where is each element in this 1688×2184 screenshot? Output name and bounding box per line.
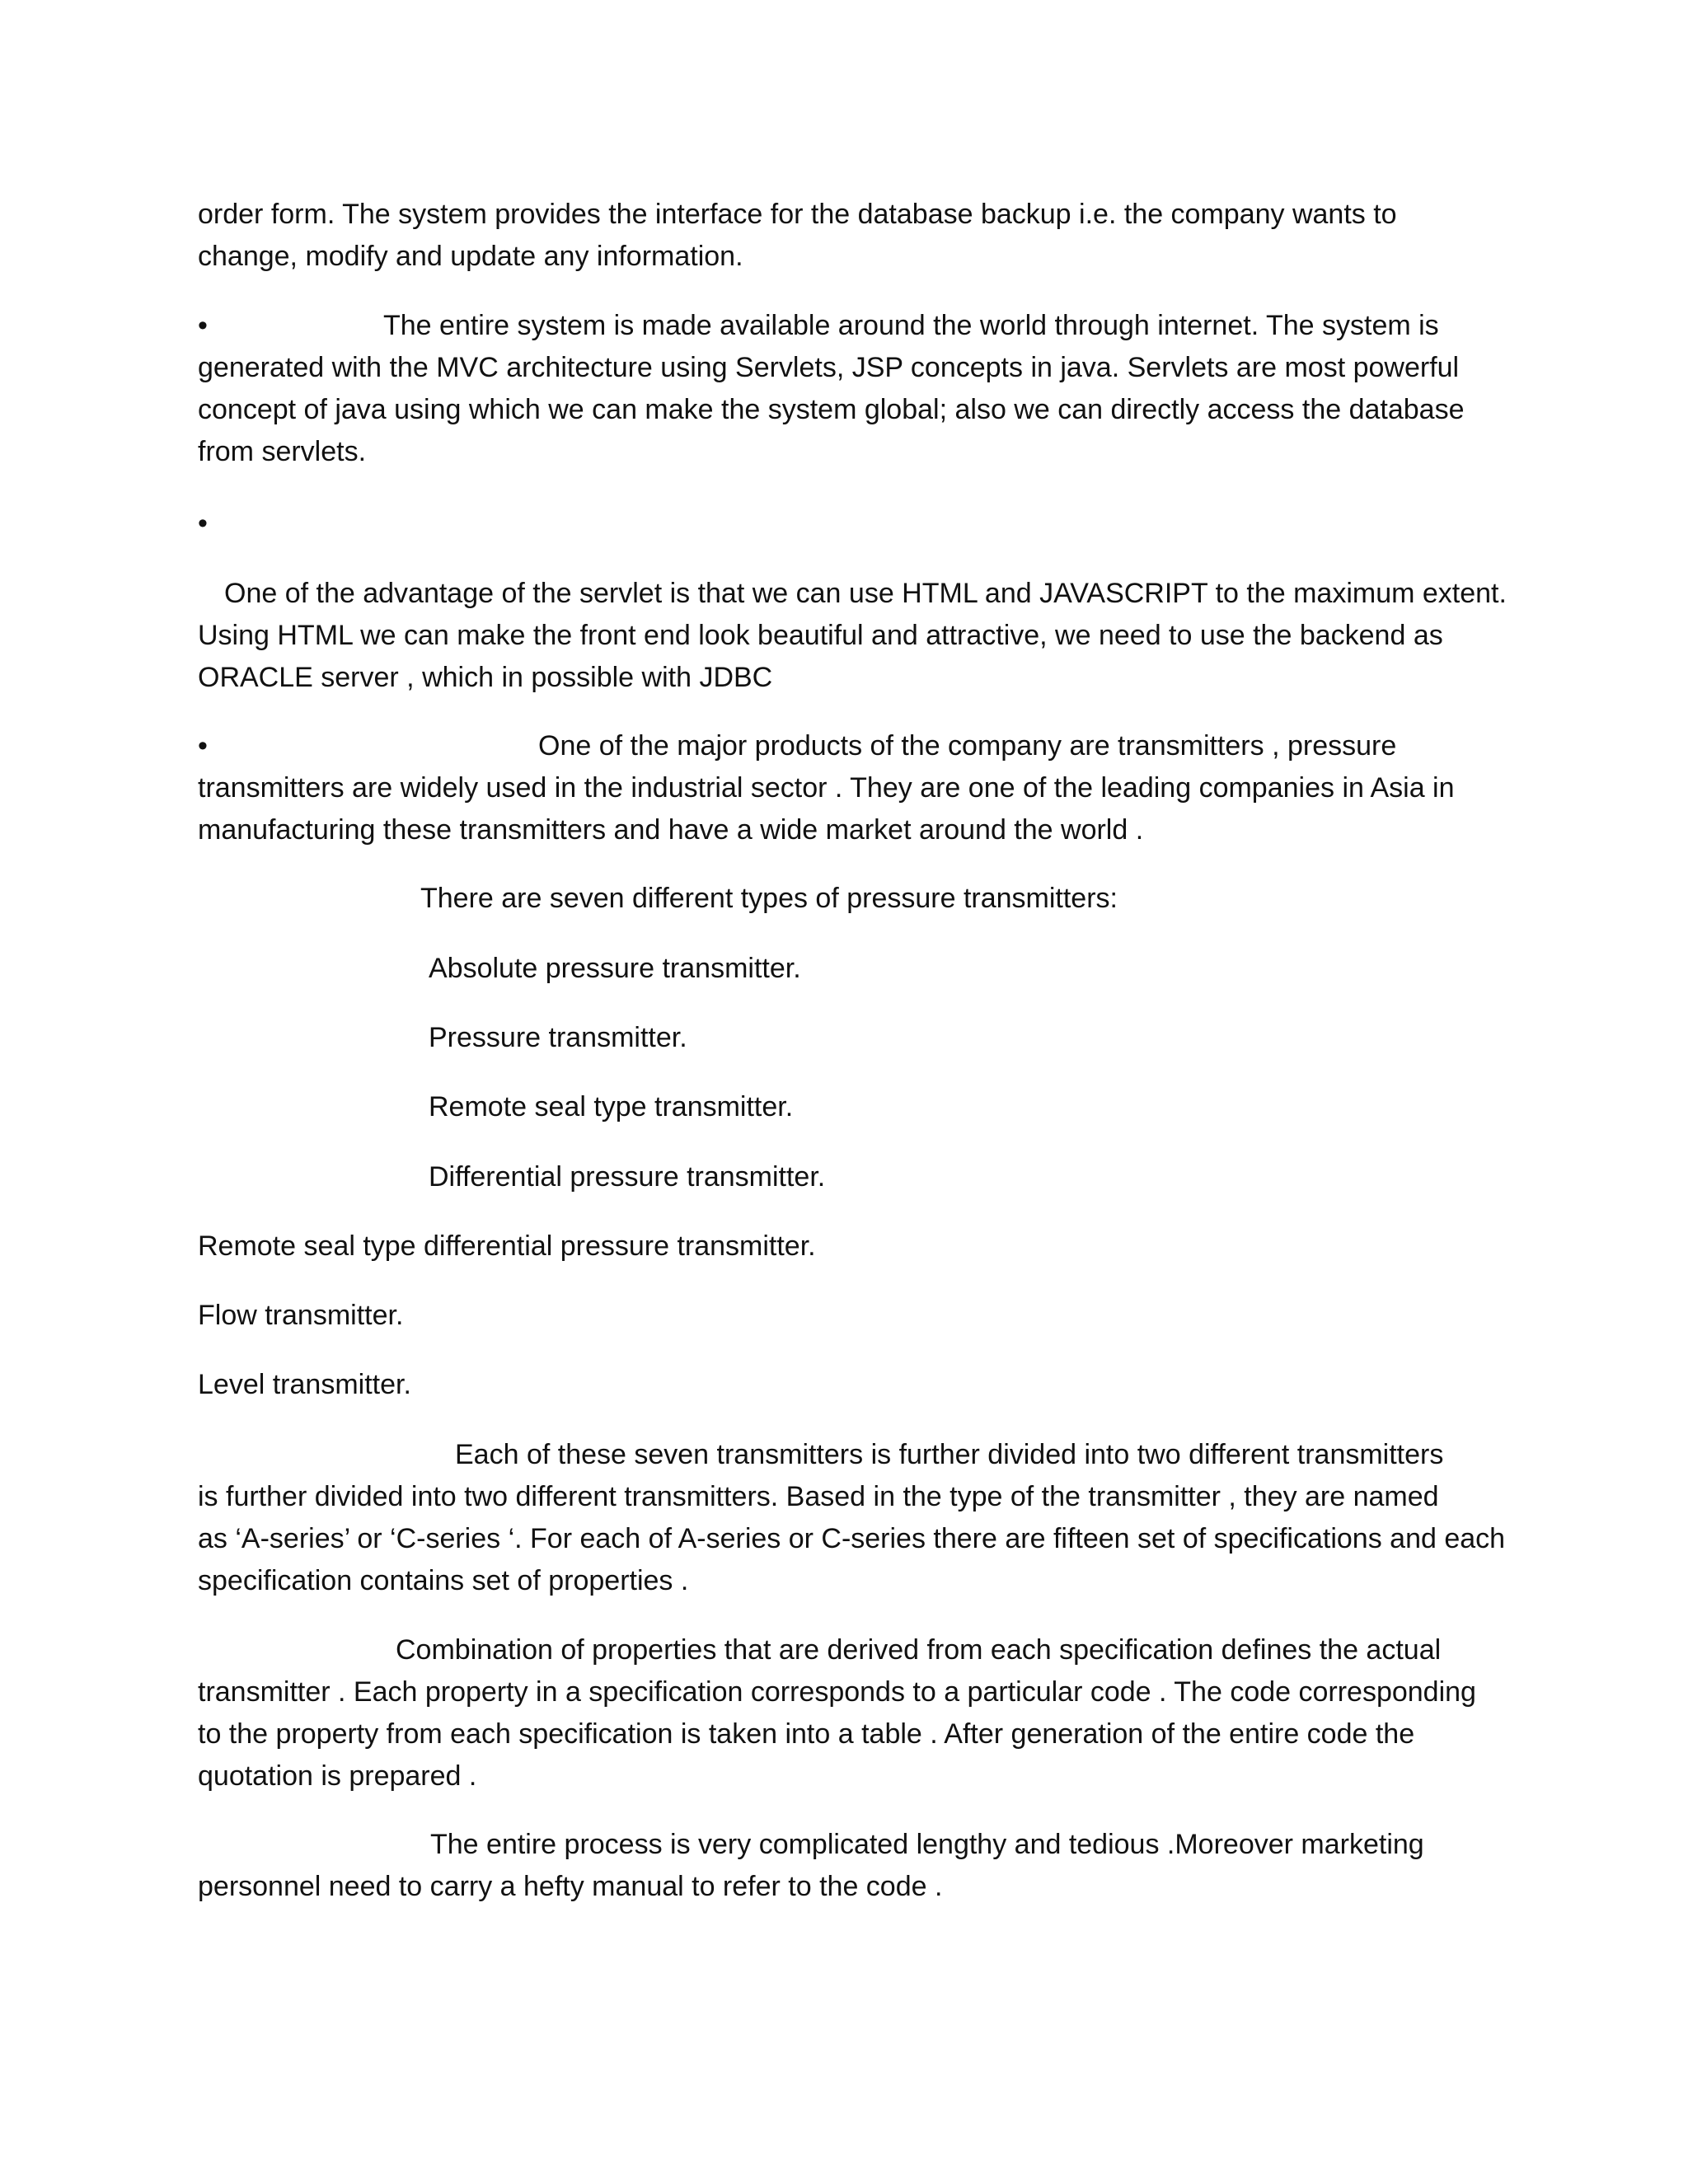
text-line: transmitters are widely used in the industrial sector . They are one of the leading companies in Asia in bbox=[198, 772, 1455, 804]
text-line: manufacturing these transmitters and have a wide market around the world . bbox=[198, 814, 1144, 846]
paragraph-system-internet bbox=[198, 305, 1492, 473]
bullet-icon: • bbox=[198, 730, 208, 762]
text-line: Absolute pressure transmitter. bbox=[429, 953, 801, 984]
text-line: One of the major products of the company are transmitters , pressure bbox=[538, 730, 1397, 762]
paragraph-types-intro bbox=[198, 878, 1492, 920]
text-line: Each of these seven transmitters is further divided into two different transmitters bbox=[455, 1439, 1444, 1470]
text-line: One of the advantage of the servlet is that we can use HTML and JAVASCRIPT to the maximum extent. bbox=[224, 578, 1507, 609]
text-line: from servlets. bbox=[198, 436, 367, 467]
bullet-icon: • bbox=[198, 310, 208, 341]
bullet-icon: • bbox=[198, 508, 208, 539]
text-line: quotation is prepared . bbox=[198, 1760, 477, 1792]
text-line: transmitter . Each property in a specification corresponds to a particular code . The code corresponding bbox=[198, 1676, 1476, 1708]
text-line: generated with the MVC architecture using Servlets, JSP concepts in java. Servlets are most powerful bbox=[198, 352, 1460, 383]
text-line: specification contains set of properties . bbox=[198, 1565, 689, 1596]
text-line: Differential pressure transmitter. bbox=[429, 1161, 826, 1193]
text-line: order form. The system provides the interface for the database backup i.e. the company wants to bbox=[198, 199, 1397, 230]
transmitter-type-item bbox=[198, 1295, 1492, 1337]
transmitter-type-item bbox=[198, 1156, 1492, 1198]
text-line: The entire system is made available around the world through internet. The system is bbox=[383, 310, 1439, 341]
text-line: concept of java using which we can make the system global; also we can directly access the database bbox=[198, 394, 1465, 425]
text-line: Pressure transmitter. bbox=[429, 1022, 687, 1053]
paragraph-servlet-advantage bbox=[198, 573, 1507, 699]
transmitter-type-item bbox=[198, 1364, 1492, 1406]
text-line: ORACLE server , which in possible with JDBC bbox=[198, 662, 773, 693]
text-line: Level transmitter. bbox=[198, 1369, 411, 1400]
paragraph-order-form bbox=[198, 194, 1492, 278]
paragraph-process bbox=[198, 1824, 1492, 1908]
transmitter-type-item bbox=[198, 948, 1492, 990]
text-line: Remote seal type transmitter. bbox=[429, 1091, 794, 1122]
text-line: to the property from each specification is taken into a table . After generation of the entire code the bbox=[198, 1718, 1415, 1750]
paragraph-series bbox=[198, 1434, 1506, 1602]
text-line: Flow transmitter. bbox=[198, 1300, 404, 1331]
text-line: is further divided into two different transmitters. Based in the type of the transmitter , they are named bbox=[198, 1481, 1439, 1512]
transmitter-type-item bbox=[198, 1226, 1492, 1268]
transmitter-type-item bbox=[198, 1017, 1492, 1059]
text-line: change, modify and update any information. bbox=[198, 241, 743, 272]
text-line: personnel need to carry a hefty manual to refer to the code . bbox=[198, 1871, 943, 1902]
text-line: Remote seal type differential pressure transmitter. bbox=[198, 1230, 816, 1262]
paragraph-combination bbox=[198, 1629, 1492, 1797]
text-line: Using HTML we can make the front end look beautiful and attractive, we need to use the backend as bbox=[198, 620, 1443, 651]
text-line: Combination of properties that are derived from each specification defines the actual bbox=[396, 1634, 1442, 1666]
text-line: There are seven different types of pressure transmitters: bbox=[420, 883, 1118, 914]
text-line: The entire process is very complicated lengthy and tedious .Moreover marketing bbox=[430, 1829, 1424, 1860]
text-line: as ‘A-series’ or ‘C-series ‘. For each of A-series or C-series there are fifteen set of specifications and each bbox=[198, 1523, 1506, 1554]
transmitter-type-item bbox=[198, 1086, 1492, 1128]
paragraph-major-products bbox=[198, 725, 1492, 851]
